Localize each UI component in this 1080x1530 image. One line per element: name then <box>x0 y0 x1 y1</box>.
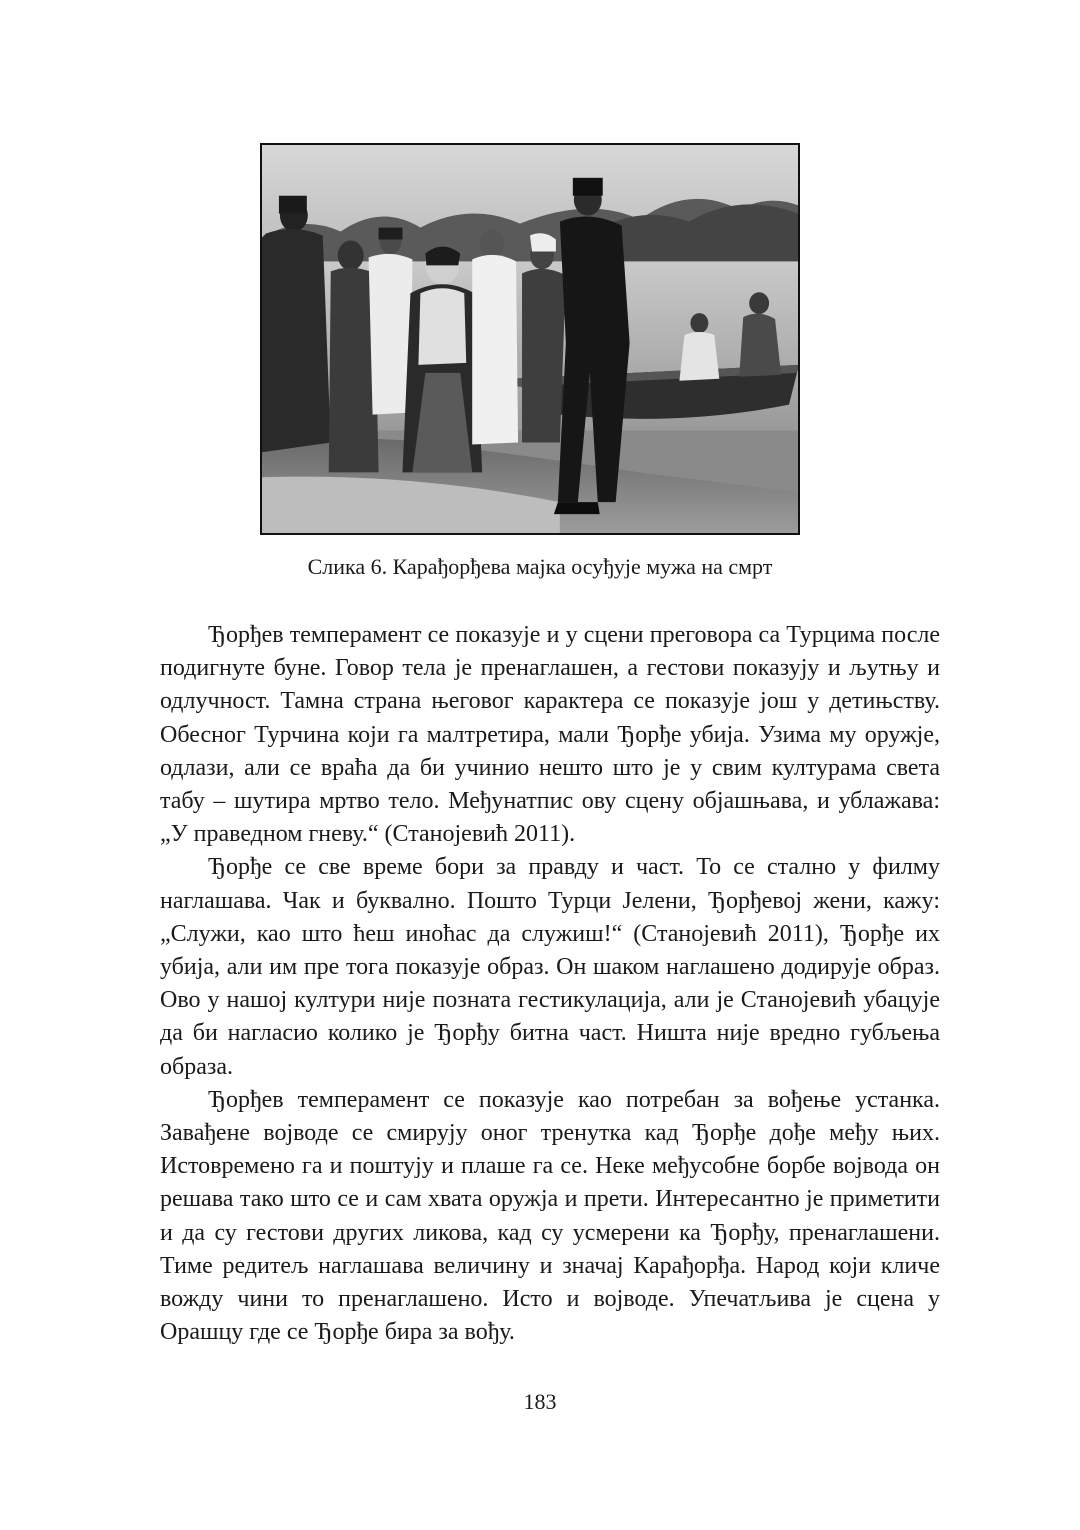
paragraph: Ђорђев темперамент се показује као потребан за вођење устанка. Завађене војводе се смирују оног тренутка кад Ђорђе дође међу њих. Истовремено га и поштују и плаше га се. Неке међусобне борбе војвода он решава тако што се и сам хвата оружја и прети. Интересантно је приметити и да су гестови других ликова, кад су усмерени ка Ђорђу, пренаглашени. Тиме редитељ наглашава величину и значај Карађорђа. Народ који кличе вожду чини то пренаглашено. Исто и војводе. Упечатљива је сцена у Орашцу где се Ђорђе бира за вођу. <box>160 1086 940 1346</box>
page-number: 183 <box>523 1389 557 1414</box>
film-still-photo <box>260 143 800 535</box>
figure-caption: Слика 6. Карађорђева мајка осуђује мужа на смрт <box>307 554 773 579</box>
film-still-illustration <box>261 144 799 534</box>
paragraph: Ђорђе се све време бори за правду и част. То се стално у филму наглашава. Чак и буквално. Пошто Турци Јелени, Ђорђевој жени, кажу: „Служи, као што ћеш иноћас да служиш!“ (Станојевић 2011), Ђорђе их убија, али им пре тога показује образ. Он шаком наглашено додирује образ. Ово у нашој култури није позната гестикулација, али је Станојевић убацује да би нагласио колико је Ђорђу битна част. Ништа није вредно губљења образа. <box>160 854 940 1080</box>
paragraph: Ђорђев темперамент се показује и у сцени преговора са Турцима после подигнуте буне. Говор тела је пренаглашен, а гестови показују и љутњу и одлучност. Тамна страна његовог карактера се показује још у детињству. Обесног Турчина који га малтретира, мали Ђорђе убија. Узима му оружје, одлази, али се враћа да би учинио нешто што је у свим културама света табу – шутира мртво тело. Међунатпис ову сцену објашњава, и ублажава: „У праведном гневу.“ (Станојевић 2011). <box>160 622 940 848</box>
body-text <box>160 619 940 1349</box>
